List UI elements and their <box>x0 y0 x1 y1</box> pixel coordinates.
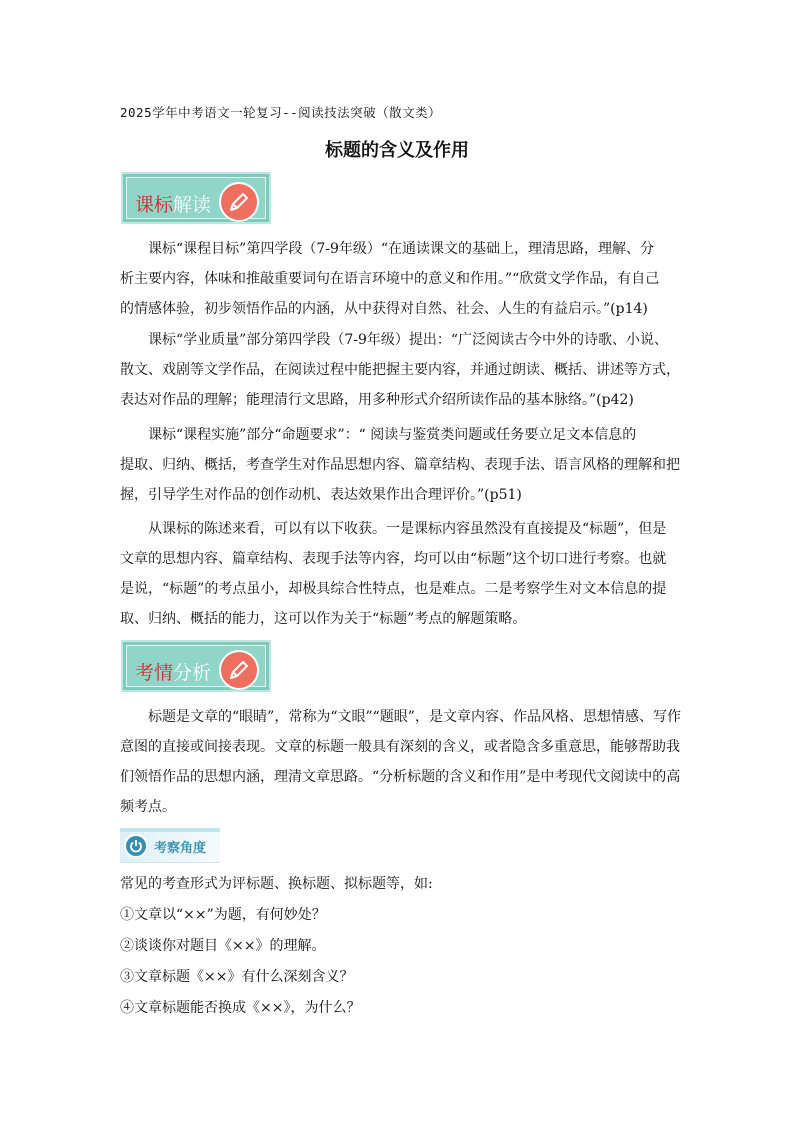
text-line: 们领悟作品的思想内涵，理清文章思路。“分析标题的含义和作用”是中考现代文阅读中的高 <box>120 769 681 785</box>
text-line: 析主要内容，体味和推敲重要词句在语言环境中的意义和作用。”“欣赏文学作品，有自己 <box>120 271 660 287</box>
kebiao-paragraph-2 <box>120 325 680 415</box>
pencil-icon <box>219 182 259 222</box>
banner-label-white: 分析 <box>173 662 212 684</box>
angle-label: 考察角度 <box>154 841 207 856</box>
badge-stripe <box>120 828 220 832</box>
text-line: 课标“课程实施”部分“命题要求”：“ 阅读与鉴赏类问题或任务要立足文本信息的 <box>148 427 637 443</box>
banner-inner <box>126 177 266 219</box>
text-line: 散文、戏剧等文学作品，在阅读过程中能把握主要内容，并通过朗读、概括、讲述等方式， <box>120 362 680 378</box>
document-header: 2025学年中考语文一轮复习--阅读技法突破（散文类） <box>120 105 442 120</box>
pencil-icon <box>219 650 259 690</box>
kaoqing-paragraph <box>120 702 680 822</box>
banner-label-red: 考情 <box>135 662 174 684</box>
banner-label-white: 解读 <box>173 194 212 216</box>
banner-label <box>135 190 211 217</box>
text-line: 频考点。 <box>120 799 176 815</box>
text-line: 文章的思想内容、篇章结构、表现手法等内容，均可以由“标题”这个切口进行考察。也就 <box>120 551 667 567</box>
question-item: ①文章以“××”为题，有何妙处？ <box>120 907 326 923</box>
banner-label-red: 课标 <box>135 194 174 216</box>
common-forms-text: 常见的考查形式为评标题、换标题、拟标题等，如: <box>120 876 433 892</box>
question-item: ③文章标题《××》有什么深刻含义？ <box>120 969 354 985</box>
angle-badge <box>120 828 220 863</box>
kebiao-banner <box>121 172 271 224</box>
banner-label <box>135 658 211 685</box>
text-line: 取、归纳、概括的能力，这可以作为关于“标题”考点的解题策略。 <box>120 611 527 627</box>
banner-inner <box>126 645 266 687</box>
text-line: 表达对作品的理解；能理清行文思路，用多种形式介绍所读作品的基本脉络。”(p42) <box>120 392 634 408</box>
text-line: 从课标的陈述来看，可以有以下收获。一是课标内容虽然没有直接提及“标题”，但是 <box>148 521 667 537</box>
question-item: ④文章标题能否换成《××》，为什么？ <box>120 1000 361 1016</box>
page-title: 标题的含义及作用 <box>325 140 469 161</box>
kaoqing-banner <box>121 640 271 692</box>
text-line: 是说，“标题”的考点虽小，却极具综合性特点，也是难点。二是考察学生对文本信息的提 <box>120 581 667 597</box>
power-icon <box>124 834 148 858</box>
text-line: 课标“学业质量”部分第四学段（7-9年级）提出：“广泛阅读古今中外的诗歌、小说、 <box>148 332 669 348</box>
text-line: 的情感体验，初步领悟作品的内涵，从中获得对自然、社会、人生的有益启示。”(p14) <box>120 301 648 317</box>
kebiao-paragraph-4 <box>120 514 680 634</box>
text-line: 课标“课程目标”第四学段（7-9年级）“在通读课文的基础上，理清思路，理解、分 <box>148 241 655 257</box>
text-line: 标题是文章的“眼睛”，常称为“文眼”“题眼”，是文章内容、作品风格、思想情感、写作 <box>148 709 681 725</box>
kebiao-paragraph-3 <box>120 420 680 510</box>
text-line: 意图的直接或间接表现。文章的标题一般具有深刻的含义，或者隐含多重意思，能够帮助我 <box>120 739 680 755</box>
text-line: 提取、归纳、概括，考查学生对作品思想内容、篇章结构、表现手法、语言风格的理解和把 <box>120 457 680 473</box>
question-item: ②谈谈你对题目《××》的理解。 <box>120 938 326 954</box>
kebiao-paragraph-1 <box>120 234 680 324</box>
text-line: 握，引导学生对作品的创作动机、表达效果作出合理评价。”(p51) <box>120 487 522 503</box>
